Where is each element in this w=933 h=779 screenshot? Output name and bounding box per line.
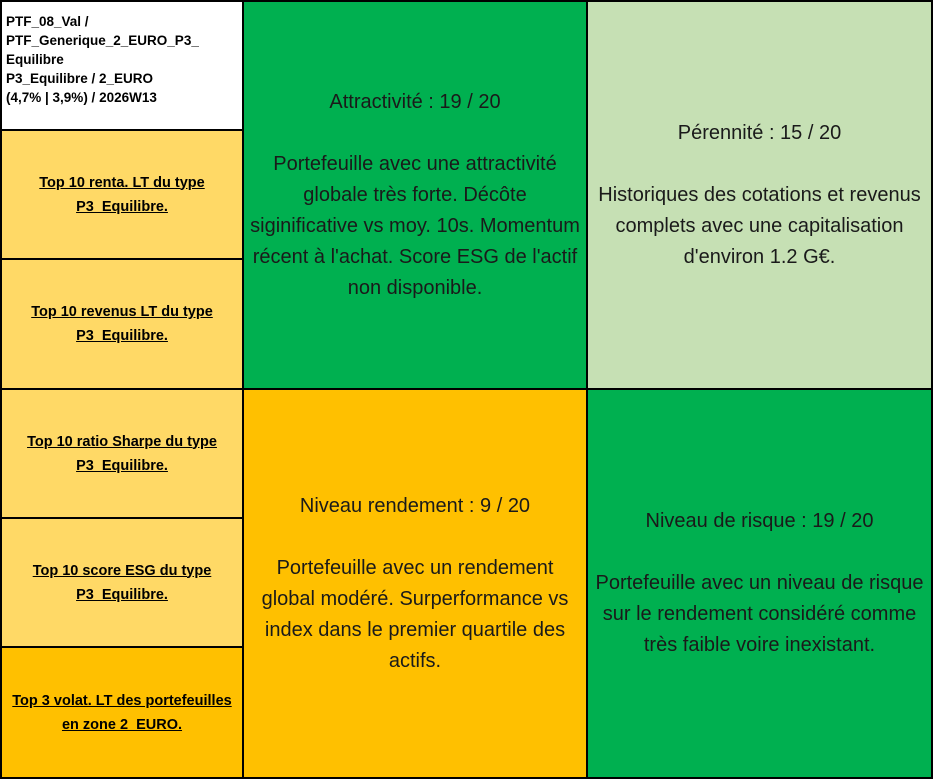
portfolio-header [2,2,242,129]
top3-volat-link[interactable]: Top 3 volat. LT des portefeuilles en zone 2_EURO. [12,692,232,733]
top10-revenus-link[interactable]: Top 10 revenus LT du type P3_Equilibre. [31,304,213,344]
top10-renta-link[interactable]: Top 10 renta. LT du type P3_Equilibre. [39,174,205,215]
attractivite-description: Portefeuille avec une attractivité globale très forte. Décôte siginificative vs moy. 10s. Momentum récent à l'achat. Score ESG de l'actif non disponible. [250,152,580,299]
attractivite-title: Attractivité : 19 / 20 [329,90,501,113]
rendement-panel [244,390,586,777]
risque-panel [588,390,931,777]
risque-title: Niveau de risque : 19 / 20 [645,510,874,532]
top3-volat-cell [2,648,242,777]
top10-revenus-cell [2,260,242,388]
rendement-title: Niveau rendement : 9 / 20 [299,494,531,517]
perennite-title: Pérennité : 15 / 20 [677,121,842,144]
perennite-panel [588,2,931,388]
top10-sharpe-link[interactable]: Top 10 ratio Sharpe du type P3_Equilibre. [27,433,217,474]
risque-description: Portefeuille avec un niveau de risque sur le rendement considéré comme très faible voire inexistant. [595,572,924,656]
rendement-description: Portefeuille avec un rendement global modéré. Surperformance vs index dans le premier quartile des actifs. [261,556,569,672]
top10-sharpe-cell [2,390,242,517]
portfolio-header-text: PTF_08_Val / PTF_Generique_2_EURO_P3_ Equilibre P3_Equilibre / 2_EURO (4,7% | 3,9%) / 2026W13 [6,14,199,105]
top10-esg-cell [2,519,242,646]
attractivite-panel [244,2,586,388]
perennite-description: Historiques des cotations et revenus complets avec une capitalisation d'environ 1.2 G€. [598,183,921,268]
top10-renta-cell [2,131,242,258]
top10-esg-link[interactable]: Top 10 score ESG du type P3_Equilibre. [32,562,212,603]
